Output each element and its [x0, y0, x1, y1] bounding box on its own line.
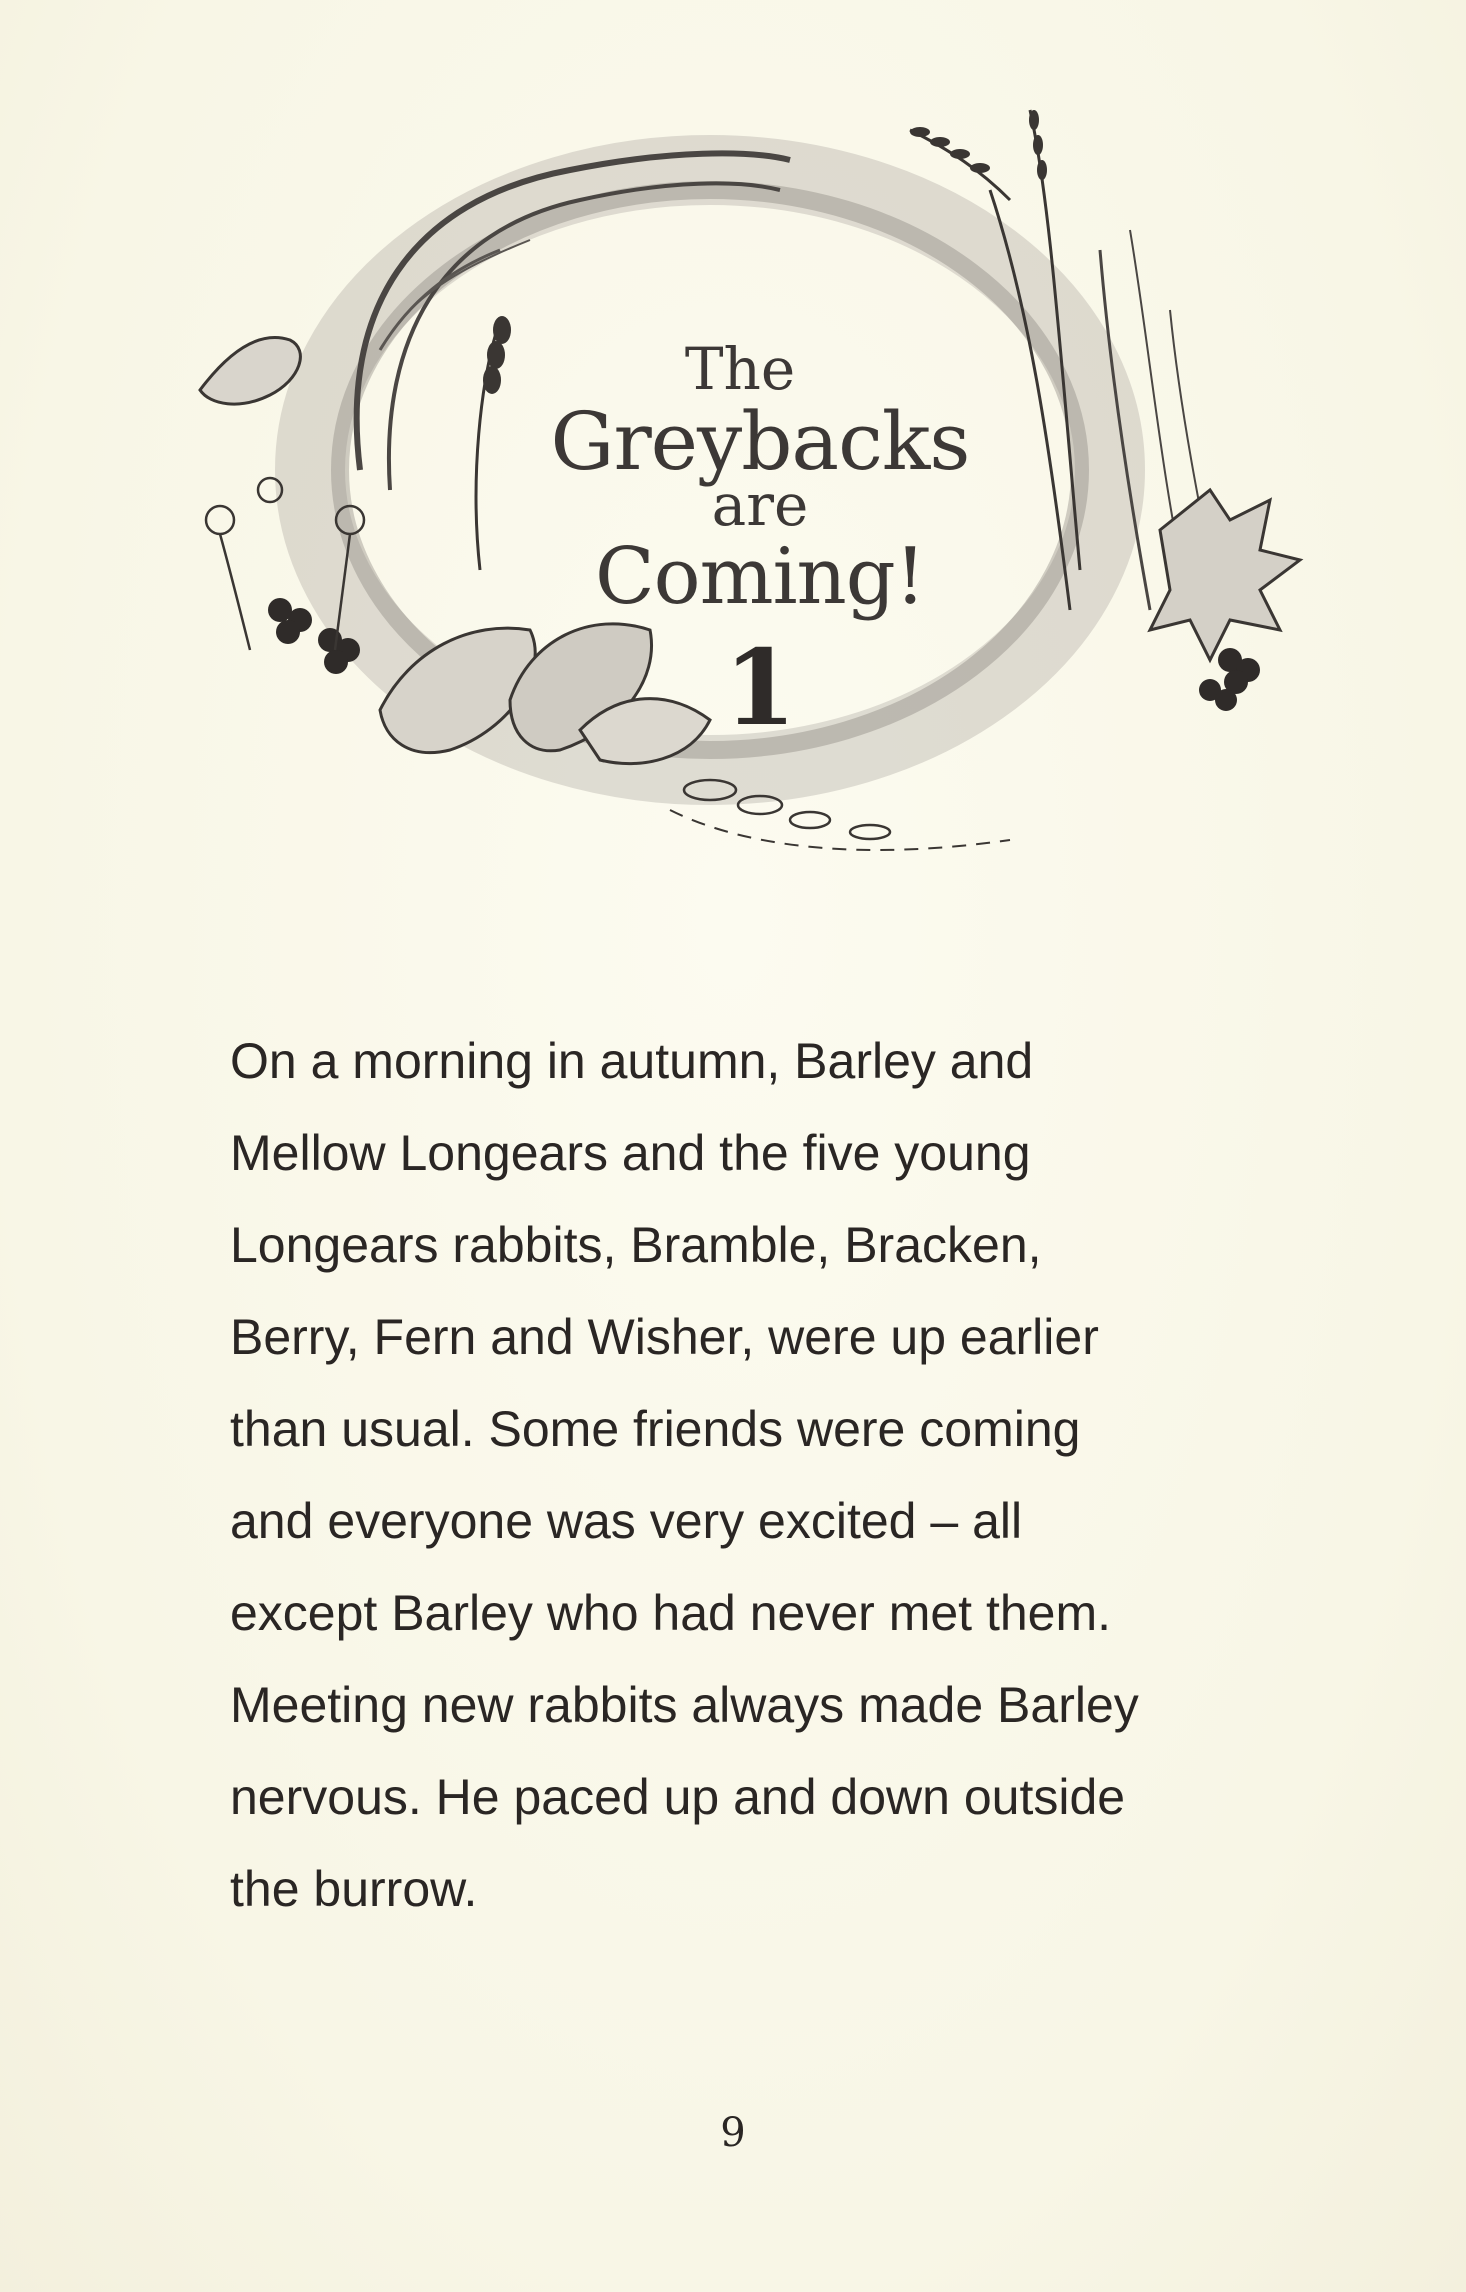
- chapter-heading: [520, 335, 1000, 749]
- chapter-title-line-4: Coming!: [594, 532, 926, 622]
- chapter-number: 1: [723, 626, 797, 749]
- body-line: Longears rabbits, Bramble, Bracken,: [230, 1217, 1042, 1273]
- chapter-title-line-1: The: [684, 335, 796, 403]
- body-line: Berry, Fern and Wisher, were up earlier: [230, 1309, 1099, 1365]
- body-line: and everyone was very excited – all: [230, 1493, 1023, 1549]
- page-number: 9: [720, 2110, 746, 2156]
- body-line: nervous. He paced up and down outside: [230, 1769, 1126, 1825]
- body-line: than usual. Some friends were coming: [230, 1401, 1081, 1457]
- body-line: except Barley who had never met them.: [230, 1585, 1112, 1641]
- chapter-title-line-2: Greybacks: [550, 395, 970, 488]
- body-line: the burrow.: [230, 1861, 478, 1917]
- body-line: Meeting new rabbits always made Barley: [230, 1677, 1139, 1733]
- chapter-body-paragraph: [230, 1015, 1320, 1935]
- chapter-title-line-3: are: [711, 471, 809, 539]
- body-line: On a morning in autumn, Barley and: [230, 1033, 1034, 1089]
- body-line: Mellow Longears and the five young: [230, 1125, 1031, 1181]
